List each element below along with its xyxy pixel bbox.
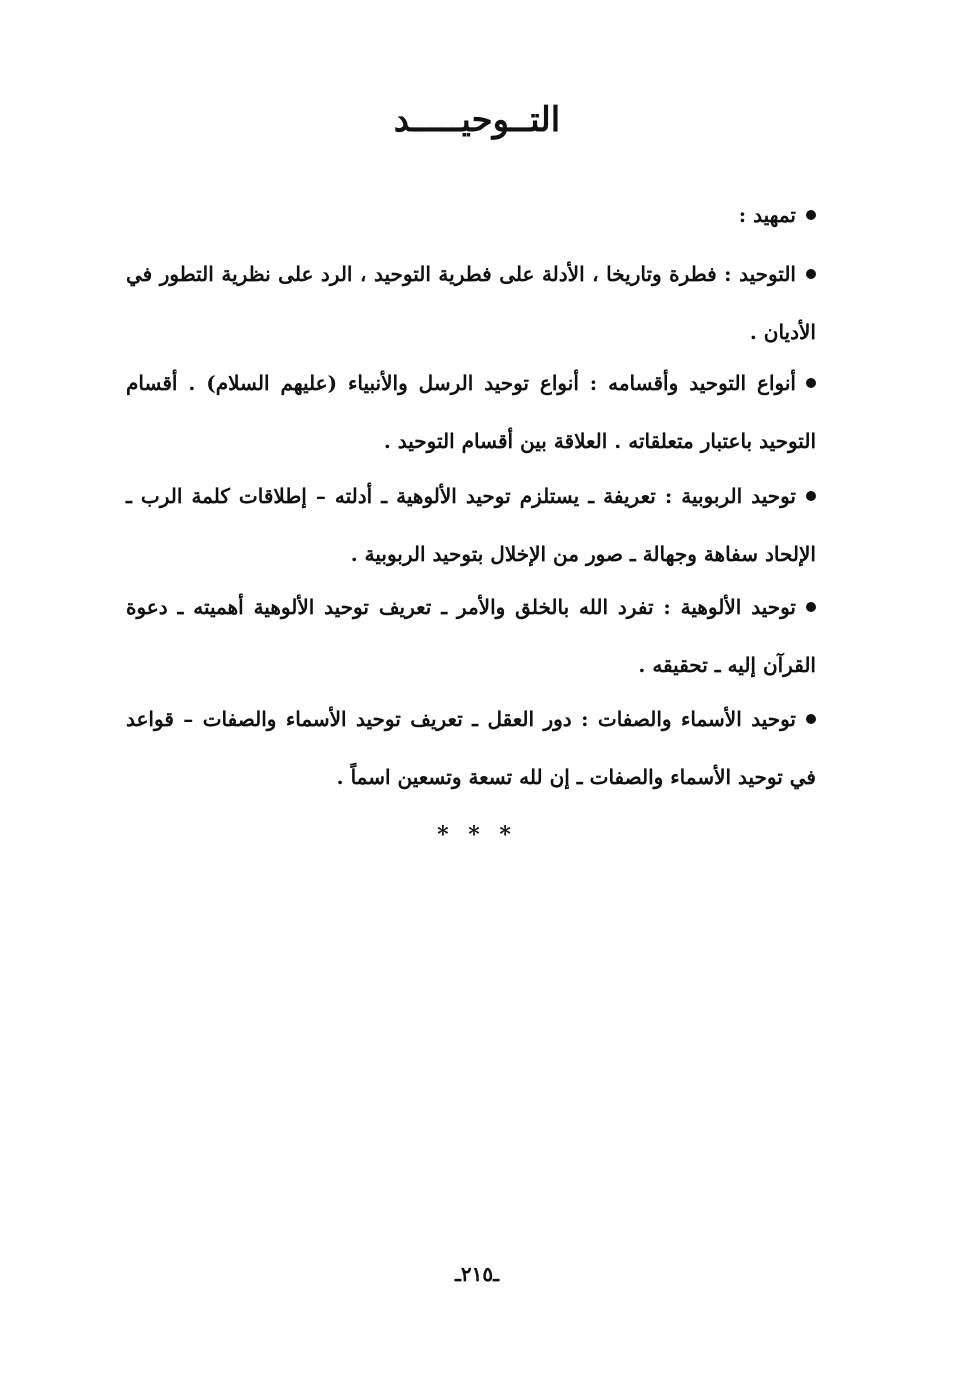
section-text: توحيد الألوهية : تفرد الله بالخلق والأمر ـ تعريف توحيد الألوهية أهميته ـ دعوة القرآن إليه ـ تحقيقه . [126,595,816,677]
section-types-of-tawhid [126,354,816,470]
intro-heading [126,186,816,244]
section-text: توحيد الأسماء والصفات : دور العقل ـ تعريف توحيد الأسماء والصفات – قواعد في توحيد الأسماء والصفات ـ إن لله تسعة وتسعين اسماً . [126,707,816,789]
bullet-icon [806,210,816,220]
bullet-icon [806,491,816,501]
section-rububiyyah [126,467,816,583]
section-separator: * * * [437,822,517,848]
section-text: أنواع التوحيد وأقسامه : أنواع توحيد الرسل والأنبياء (عليهم السلام) . أقسام التوحيد باعتبار متعلقاته . العلاقة بين أقسام التوحيد . [126,371,816,453]
bullet-icon [806,714,816,724]
page-title: التــوحيـــــد [393,100,561,140]
section-uluhiyyah [126,578,816,694]
section-text: التوحيد : فطرة وتاريخا ، الأدلة على فطرية التوحيد ، الرد على نظرية التطور في الأديان . [126,262,816,344]
bullet-icon [806,602,816,612]
bullet-icon [806,378,816,388]
bullet-icon [806,269,816,279]
page-number: ـ٢١٥ـ [455,1262,499,1286]
section-names-and-attributes [126,690,816,806]
intro-label: تمهيد : [738,203,796,227]
section-tawhid [126,245,816,361]
section-text: توحيد الربوبية : تعريفة ـ يستلزم توحيد الألوهية ـ أدلته – إطلاقات كلمة الرب ـ الإلحاد سفاهة وجهالة ـ صور من الإخلال بتوحيد الربوبية . [126,484,816,566]
